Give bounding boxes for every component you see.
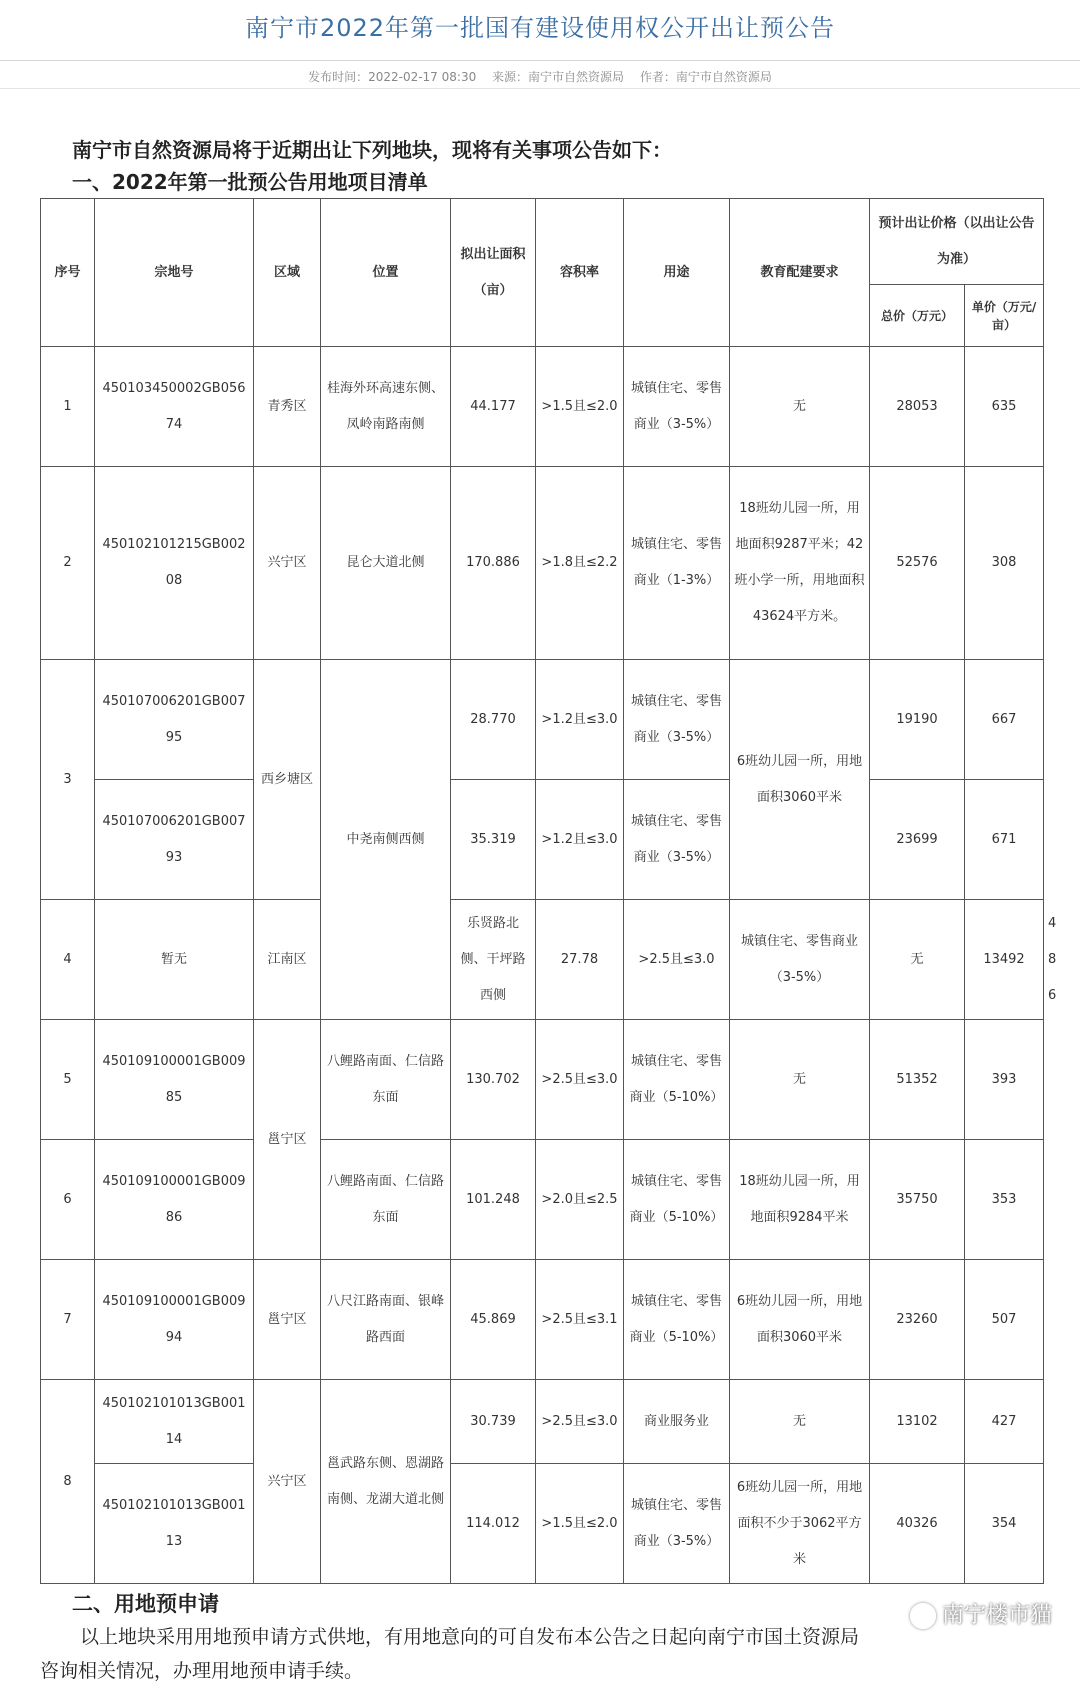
cell-far: >2.5且≤3.0 xyxy=(624,900,730,1020)
cell-seq: 5 xyxy=(41,1020,95,1140)
watermark-text: 南宁楼市猫 xyxy=(941,1603,1052,1628)
cell-edu: 无 xyxy=(730,1020,870,1140)
cell-parcel: 450103450002GB05674 xyxy=(95,347,254,467)
divider xyxy=(0,88,1080,89)
cell-seq: 3 xyxy=(41,660,95,900)
header-price-group: 预计出让价格（以出让公告为准） xyxy=(870,199,1044,285)
cell-far: >2.5且≤3.0 xyxy=(536,1020,624,1140)
cell-area: 28.770 xyxy=(451,660,536,780)
cell-seq: 4 xyxy=(41,900,95,1020)
table-row xyxy=(41,660,1044,780)
cell-area: 44.177 xyxy=(451,347,536,467)
cell-far: >1.5且≤2.0 xyxy=(536,347,624,467)
cell-total: 52576 xyxy=(870,467,965,660)
cell-location: 八鲤路南面、仁信路东面 xyxy=(321,1140,451,1260)
cell-far: >2.5且≤3.0 xyxy=(536,1380,624,1464)
cell-edu: 6班幼儿园一所，用地面积3060平米 xyxy=(730,660,870,900)
header-area: 拟出让面积（亩） xyxy=(451,199,536,347)
cell-seq: 1 xyxy=(41,347,95,467)
cell-unit: 354 xyxy=(965,1464,1044,1584)
header-seq: 序号 xyxy=(41,199,95,347)
cell-location: 八鲤路南面、仁信路东面 xyxy=(321,1020,451,1140)
source: 来源：南宁市自然资源局 xyxy=(492,70,625,84)
cell-district: 青秀区 xyxy=(254,347,321,467)
table-row xyxy=(41,780,1044,900)
table-header-row xyxy=(41,199,1044,285)
cell-use: 城镇住宅、零售商业（5-10%） xyxy=(624,1260,730,1380)
cell-parcel: 暂无 xyxy=(95,900,254,1020)
cell-area: 45.869 xyxy=(451,1260,536,1380)
cell-use: 城镇住宅、零售商业（3-5%） xyxy=(624,660,730,780)
cell-use: 城镇住宅、零售商业（5-10%） xyxy=(624,1140,730,1260)
cell-far: >1.8且≤2.2 xyxy=(536,467,624,660)
cell-area: 101.248 xyxy=(451,1140,536,1260)
cell-total: 13492 xyxy=(965,900,1044,1020)
cell-unit: 507 xyxy=(965,1260,1044,1380)
cell-use: 城镇住宅、零售商业（3-5%） xyxy=(624,1464,730,1584)
cell-area: 27.78 xyxy=(536,900,624,1020)
cell-edu: 无 xyxy=(870,900,965,1020)
table-row xyxy=(41,1464,1044,1584)
cell-district: 江南区 xyxy=(254,900,321,1020)
table-row: 4 暂无 江南区 乐贤路北侧、干坪路西侧 27.78 >2.5且≤3.0 城镇住宅、零售商业（3-5%） 无 13492 486 xyxy=(41,900,1044,1020)
cell-far: >1.2且≤3.0 xyxy=(536,780,624,900)
header-edu: 教育配建要求 xyxy=(730,199,870,347)
table-row xyxy=(41,1020,1044,1140)
cell-location: 乐贤路北侧、干坪路西侧 xyxy=(451,900,536,1020)
table-row xyxy=(41,467,1044,660)
cell-total: 13102 xyxy=(870,1380,965,1464)
cell-location: 八尺江路南面、银峰路西面 xyxy=(321,1260,451,1380)
cell-parcel: 450107006201GB00793 xyxy=(95,780,254,900)
cell-use: 城镇住宅、零售商业（3-5%） xyxy=(730,900,870,1020)
cell-far: >2.0且≤2.5 xyxy=(536,1140,624,1260)
cell-edu: 无 xyxy=(730,1380,870,1464)
cell-total: 51352 xyxy=(870,1020,965,1140)
author: 作者：南宁市自然资源局 xyxy=(639,70,772,84)
cell-unit: 427 xyxy=(965,1380,1044,1464)
cell-parcel: 450109100001GB00994 xyxy=(95,1260,254,1380)
cell-parcel: 450102101013GB00114 xyxy=(95,1380,254,1464)
cell-seq: 8 xyxy=(41,1380,95,1584)
cell-district: 邕宁区 xyxy=(254,1020,321,1260)
page-title: 南宁市2022年第一批国有建设使用权公开出让预公告 xyxy=(244,14,836,42)
cell-total: 40326 xyxy=(870,1464,965,1584)
cell-parcel: 450102101215GB00208 xyxy=(95,467,254,660)
section-2-heading: 二、用地预申请 xyxy=(72,1592,219,1616)
cell-seq: 7 xyxy=(41,1260,95,1380)
cell-location: 昆仑大道北侧 xyxy=(321,467,451,660)
cell-total: 28053 xyxy=(870,347,965,467)
land-table xyxy=(40,198,1057,1584)
cell-area: 170.886 xyxy=(451,467,536,660)
cell-use: 商业服务业 xyxy=(624,1380,730,1464)
cell-total: 23699 xyxy=(870,780,965,900)
cell-district: 西乡塘区 xyxy=(254,660,321,900)
cell-seq: 2 xyxy=(41,467,95,660)
cell-parcel: 450109100001GB00986 xyxy=(95,1140,254,1260)
cell-use: 城镇住宅、零售商业（3-5%） xyxy=(624,780,730,900)
cell-area: 114.012 xyxy=(451,1464,536,1584)
cell-use: 城镇住宅、零售商业（5-10%） xyxy=(624,1020,730,1140)
cell-unit: 635 xyxy=(965,347,1044,467)
cell-parcel: 450107006201GB00795 xyxy=(95,660,254,780)
wechat-logo-icon xyxy=(910,1603,936,1629)
table-row xyxy=(41,347,1044,467)
paragraph: 咨询相关情况，办理用地预申请手续。 xyxy=(40,1660,364,1682)
header-total: 总价（万元） xyxy=(870,285,965,347)
cell-use: 城镇住宅、零售商业（3-5%） xyxy=(624,347,730,467)
header-use: 用途 xyxy=(624,199,730,347)
cell-parcel: 450109100001GB00985 xyxy=(95,1020,254,1140)
cell-far: >1.2且≤3.0 xyxy=(536,660,624,780)
divider xyxy=(0,60,1080,61)
paragraph: 以上地块采用用地预申请方式供地，有用地意向的可自发布本公告之日起向南宁市国土资源局 xyxy=(80,1626,860,1648)
cell-unit: 353 xyxy=(965,1140,1044,1260)
cell-location: 中尧南侧西侧 xyxy=(321,660,451,1020)
cell-area: 130.702 xyxy=(451,1020,536,1140)
header-location: 位置 xyxy=(321,199,451,347)
table-row xyxy=(41,1380,1044,1464)
header-far: 容积率 xyxy=(536,199,624,347)
cell-total: 23260 xyxy=(870,1260,965,1380)
cell-far: >2.5且≤3.1 xyxy=(536,1260,624,1380)
cell-seq: 6 xyxy=(41,1140,95,1260)
cell-unit: 308 xyxy=(965,467,1044,660)
cell-unit: 393 xyxy=(965,1020,1044,1140)
cell-edu: 无 xyxy=(730,347,870,467)
cell-edu: 18班幼儿园一所，用地面积9284平米 xyxy=(730,1140,870,1260)
section-1-heading: 一、2022年第一批预公告用地项目清单 xyxy=(72,170,428,194)
cell-edu: 6班幼儿园一所，用地面积3060平米 xyxy=(730,1260,870,1380)
cell-far: >1.5且≤2.0 xyxy=(536,1464,624,1584)
table-row xyxy=(41,1140,1044,1260)
cell-unit: 671 xyxy=(965,780,1044,900)
cell-district: 兴宁区 xyxy=(254,467,321,660)
cell-area: 30.739 xyxy=(451,1380,536,1464)
header-parcel: 宗地号 xyxy=(95,199,254,347)
article-meta xyxy=(0,68,1080,85)
cell-parcel: 450102101013GB00113 xyxy=(95,1464,254,1584)
watermark xyxy=(910,1598,1052,1629)
table-row xyxy=(41,1260,1044,1380)
publish-date: 发布时间：2022-02-17 08:30 xyxy=(308,70,477,84)
cell-edu: 6班幼儿园一所，用地面积不少于3062平方米 xyxy=(730,1464,870,1584)
intro-text: 南宁市自然资源局将于近期出让下列地块，现将有关事项公告如下： xyxy=(72,138,672,162)
cell-district: 邕宁区 xyxy=(254,1260,321,1380)
cell-edu: 18班幼儿园一所，用地面积9287平米；42班小学一所，用地面积43624平方米。 xyxy=(730,467,870,660)
cell-location: 桂海外环高速东侧、凤岭南路南侧 xyxy=(321,347,451,467)
header-district: 区域 xyxy=(254,199,321,347)
header-unit: 单价（万元/亩） xyxy=(965,285,1044,347)
cell-use: 城镇住宅、零售商业（1-3%） xyxy=(624,467,730,660)
cell-district: 兴宁区 xyxy=(254,1380,321,1584)
cell-area: 35.319 xyxy=(451,780,536,900)
cell-unit: 667 xyxy=(965,660,1044,780)
cell-total: 19190 xyxy=(870,660,965,780)
cell-total: 35750 xyxy=(870,1140,965,1260)
cell-location: 邕武路东侧、恩湖路南侧、龙湖大道北侧 xyxy=(321,1380,451,1584)
